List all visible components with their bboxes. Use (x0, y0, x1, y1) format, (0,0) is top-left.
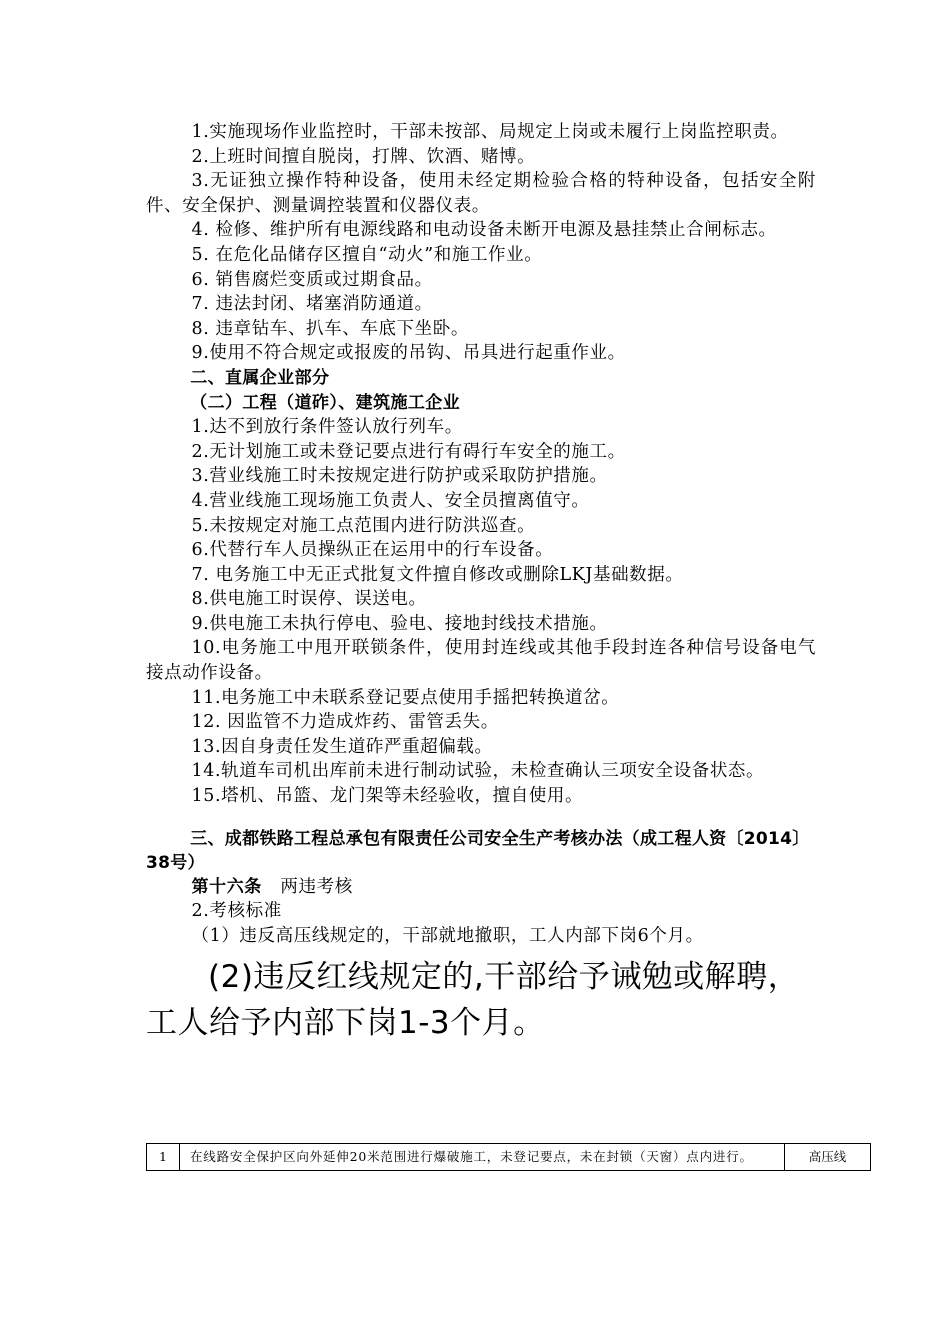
section-2-item: 1.达不到放行条件签认放行列车。 (191, 417, 463, 438)
heading-construction-enterprises: （二）工程（道砟）、建筑施工企业 (190, 392, 461, 413)
standard-label: 2.考核标准 (191, 901, 282, 922)
section-2-item: 12. 因监管不力造成炸药、雷管丢失。 (191, 712, 499, 733)
section-2-list (146, 415, 816, 809)
section-1-item: 1.实施现场作业监控时，干部未按部、局规定上岗或未履行上岗监控职责。 (191, 122, 789, 142)
document-body (146, 120, 816, 1046)
section-2-item: 13.因自身责任发生道砟严重超偏载。 (191, 736, 493, 757)
section-2-item: 10.电务施工中甩开联锁条件，使用封连线或其他手段封连各种信号设备电气接点动作设备。 (146, 638, 816, 684)
article-line (146, 875, 816, 900)
violation-table (146, 1143, 871, 1171)
section-1-item: 9.使用不符合规定或报废的吊钩、吊具进行起重作业。 (191, 343, 626, 364)
section-2-item: 9.供电施工未执行停电、验电、接地封线技术措施。 (191, 613, 608, 634)
section-1-item: 4. 检修、维护所有电源线路和电动设备未断开电源及悬挂禁止合闸标志。 (191, 220, 777, 241)
section-2-item: 3.营业线施工时未按规定进行防护或采取防护措施。 (191, 466, 608, 487)
section-1-item: 8. 违章钻车、扒车、车底下坐卧。 (191, 318, 469, 339)
row-description-cell: 在线路安全保护区向外延伸20米范围进行爆破施工，未登记要点，未在封锁（天窗）点内进行。 (180, 1144, 785, 1171)
row-number-cell: 1 (147, 1144, 180, 1171)
section-2-item: 5.未按规定对施工点范围内进行防洪巡查。 (191, 515, 536, 536)
section-2-item: 6.代替行车人员操纵正在运用中的行车设备。 (191, 540, 554, 561)
section-2-item: 8.供电施工时误停、误送电。 (191, 589, 427, 610)
rule-red-line: (2)违反红线规定的,干部给予诫勉或解聘，工人给予内部下岗1-3个月。 (146, 959, 800, 1042)
section-2-item: 15.塔机、吊篮、龙门架等未经验收，擅自使用。 (191, 786, 584, 807)
section-2-item: 2.无计划施工或未登记要点进行有碍行车安全的施工。 (191, 441, 626, 462)
section-1-item: 5. 在危化品储存区擅自“动火”和施工作业。 (191, 244, 543, 265)
heading-direct-enterprises: 二、直属企业部分 (190, 367, 330, 388)
section-1-item: 7. 违法封闭、堵塞消防通道。 (191, 294, 433, 315)
section-1-item: 2.上班时间擅自脱岗，打牌、饮酒、赌博。 (191, 146, 536, 167)
article-title: 两违考核 (280, 876, 353, 897)
row-category-cell: 高压线 (785, 1144, 871, 1171)
section-2-item: 11.电务施工中未联系登记要点使用手摇把转换道岔。 (191, 687, 620, 708)
article-label: 第十六条 (191, 876, 262, 897)
section-1-item: 6. 销售腐烂变质或过期食品。 (191, 269, 433, 290)
rule-high-voltage: （1）违反高压线规定的，干部就地撤职，工人内部下岗6个月。 (191, 925, 704, 946)
section-2-item: 14.轨道车司机出库前未进行制动试验，未检查确认三项安全设备状态。 (191, 761, 765, 782)
section-1-list (146, 120, 816, 366)
section-2-item: 7. 电务施工中无正式批复文件擅自修改或删除LKJ基础数据。 (191, 564, 684, 585)
table-row (147, 1144, 871, 1171)
section-1-item: 3.无证独立操作特种设备，使用未经定期检验合格的特种设备，包括安全附件、安全保护、测量调控装置和仪器仪表。 (146, 171, 816, 216)
heading-assessment-method: 三、成都铁路工程总承包有限责任公司安全生产考核办法（成工程人资〔2014〕38号） (146, 828, 810, 873)
section-2-item: 4.营业线施工现场施工负责人、安全员擅离值守。 (191, 490, 590, 511)
